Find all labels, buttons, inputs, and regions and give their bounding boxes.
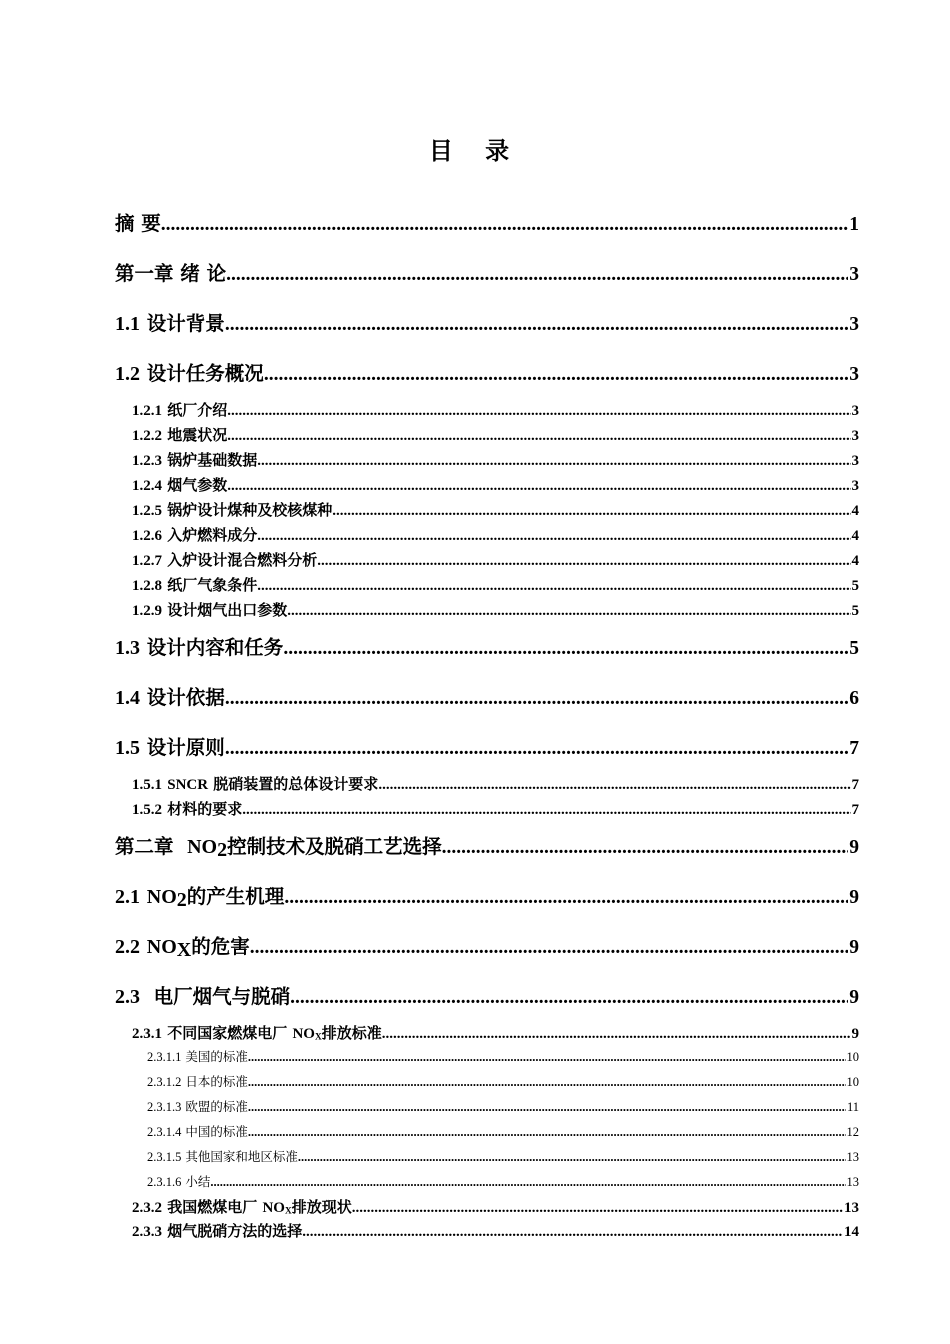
dot-leader bbox=[298, 1148, 846, 1166]
toc-entry-1-5-2[interactable] bbox=[132, 799, 859, 820]
toc-entry-label: 1.4 设计依据 bbox=[115, 686, 225, 709]
toc-entry-label: 1.2.9 设计烟气出口参数 bbox=[132, 601, 288, 619]
toc-entry-page: 5 bbox=[851, 603, 859, 619]
toc-entry-2-3-1-3[interactable] bbox=[147, 1098, 859, 1116]
toc-entry-1-2-3[interactable] bbox=[132, 450, 859, 471]
dot-leader bbox=[225, 686, 848, 712]
toc-entry-page: 3 bbox=[849, 314, 859, 335]
dot-leader bbox=[248, 1073, 846, 1091]
toc-entry-2-3[interactable] bbox=[115, 984, 859, 1011]
dot-leader bbox=[210, 1173, 845, 1191]
dot-leader bbox=[248, 1048, 846, 1066]
dot-leader bbox=[225, 736, 848, 762]
toc-entry-label: 1.2.6 入炉燃料成分 bbox=[132, 526, 258, 544]
toc-entry-page: 14 bbox=[844, 1224, 859, 1240]
toc-entry-label: 1.2 设计任务概况 bbox=[115, 362, 264, 385]
toc-entry-label: 2.3.2 我国燃煤电厂 $NO_X$排放现状 bbox=[132, 1198, 352, 1217]
dot-leader bbox=[257, 451, 850, 471]
toc-entry-1-2-8[interactable] bbox=[132, 575, 859, 596]
toc-entry-page: 3 bbox=[851, 478, 859, 494]
dot-leader bbox=[317, 551, 850, 571]
toc-entry-chapter-2[interactable] bbox=[115, 834, 859, 861]
dot-leader bbox=[227, 426, 850, 446]
toc-entry-page: 12 bbox=[846, 1125, 859, 1139]
toc-entry-abstract[interactable] bbox=[115, 211, 859, 238]
toc-entry-1-5[interactable] bbox=[115, 735, 859, 762]
toc-entry-label: 1.2.2 地震状况 bbox=[132, 426, 228, 444]
toc-entry-1-3[interactable] bbox=[115, 635, 859, 662]
toc-title: 目 录 bbox=[428, 137, 522, 165]
toc-entry-2-1[interactable] bbox=[115, 884, 859, 911]
toc-entry-label: 1.2.1 纸厂介绍 bbox=[132, 401, 228, 419]
toc-entry-label: 第一章 绪 论 bbox=[115, 262, 227, 285]
toc-entry-page: 13 bbox=[846, 1150, 859, 1164]
dot-leader bbox=[248, 1123, 846, 1141]
dot-leader bbox=[442, 835, 849, 861]
toc-entry-2-3-1-5[interactable] bbox=[147, 1148, 859, 1166]
toc-entry-page: 3 bbox=[851, 453, 859, 469]
toc-entry-label: 2.3.1.1 美国的标准 bbox=[147, 1049, 248, 1064]
toc-entry-label: 1.2.5 锅炉设计煤种及校核煤种 bbox=[132, 501, 333, 519]
toc-entry-1-2-9[interactable] bbox=[132, 600, 859, 621]
toc-entry-page: 4 bbox=[851, 528, 859, 544]
toc-entry-1-2[interactable] bbox=[115, 361, 859, 388]
toc-entry-label: 2.3.1 不同国家燃煤电厂 $NO_X$排放标准 bbox=[132, 1024, 382, 1043]
toc-entry-label: 1.3 设计内容和任务 bbox=[115, 636, 284, 659]
dot-leader bbox=[161, 212, 848, 238]
toc-entry-page: 9 bbox=[849, 837, 859, 858]
toc-entry-label: 2.3.3 烟气脱硝方法的选择 bbox=[132, 1222, 303, 1240]
toc-entry-1-1[interactable] bbox=[115, 311, 859, 338]
dot-leader bbox=[302, 1222, 843, 1242]
dot-leader bbox=[242, 800, 850, 820]
toc-entry-label: 1.5 设计原则 bbox=[115, 736, 225, 759]
toc-entry-label: 2.1 $NO_2$的产生机理 bbox=[115, 885, 285, 911]
dot-leader bbox=[257, 576, 850, 596]
toc-entry-label: 2.3.1.4 中国的标准 bbox=[147, 1124, 248, 1139]
toc-entry-label: 1.2.8 纸厂气象条件 bbox=[132, 576, 258, 594]
toc-entry-label: 2.3.1.5 其他国家和地区标准 bbox=[147, 1149, 298, 1164]
toc-entry-1-2-6[interactable] bbox=[132, 525, 859, 546]
toc-entry-2-3-1[interactable] bbox=[132, 1023, 859, 1044]
dot-leader bbox=[284, 885, 848, 911]
toc-entry-2-3-2[interactable] bbox=[132, 1197, 859, 1218]
dot-leader bbox=[264, 362, 848, 388]
toc-entry-label: 1.5.2 材料的要求 bbox=[132, 800, 243, 818]
dot-leader bbox=[225, 312, 848, 338]
dot-leader bbox=[257, 526, 850, 546]
toc-entry-label: 1.2.3 锅炉基础数据 bbox=[132, 451, 258, 469]
toc-entry-label: 第二章 $NO_2$控制技术及脱硝工艺选择 bbox=[115, 835, 442, 861]
toc-entry-page: 7 bbox=[851, 802, 859, 818]
toc-entry-page: 13 bbox=[846, 1175, 859, 1189]
toc-entry-label: 1.2.4 烟气参数 bbox=[132, 476, 228, 494]
toc-entry-1-2-1[interactable] bbox=[132, 400, 859, 421]
toc-entry-page: 11 bbox=[846, 1100, 859, 1114]
toc-entry-2-3-1-2[interactable] bbox=[147, 1073, 859, 1091]
toc-entry-label: 1.5.1 SNCR 脱硝装置的总体设计要求 bbox=[132, 775, 379, 793]
toc-entry-page: 7 bbox=[849, 738, 859, 759]
dot-leader bbox=[283, 636, 848, 662]
toc-entry-page: 10 bbox=[846, 1050, 859, 1064]
toc-entry-label: 2.3.1.6 小结 bbox=[147, 1174, 211, 1189]
toc-entry-page: 3 bbox=[851, 403, 859, 419]
dot-leader bbox=[332, 501, 850, 521]
toc-entry-label: 2.2 $NO_X$的危害 bbox=[115, 935, 250, 961]
toc-entry-label: 2.3.1.2 日本的标准 bbox=[147, 1074, 248, 1089]
toc-entry-page: 4 bbox=[851, 503, 859, 519]
toc-entry-2-2[interactable] bbox=[115, 934, 859, 961]
dot-leader bbox=[226, 262, 848, 288]
toc-entry-2-3-1-4[interactable] bbox=[147, 1123, 859, 1141]
dot-leader bbox=[248, 1098, 846, 1116]
toc-entry-page: 6 bbox=[849, 688, 859, 709]
toc-entry-label: 2.3 电厂烟气与脱硝 bbox=[115, 985, 291, 1008]
toc-entry-1-2-5[interactable] bbox=[132, 500, 859, 521]
toc-entry-chapter-1[interactable] bbox=[115, 261, 859, 288]
dot-leader bbox=[227, 476, 850, 496]
toc-entry-page: 1 bbox=[849, 214, 859, 235]
toc-entry-page: 9 bbox=[849, 937, 859, 958]
toc-entry-page: 10 bbox=[846, 1075, 859, 1089]
toc-entry-page: 7 bbox=[851, 777, 859, 793]
toc-entry-page: 5 bbox=[849, 638, 859, 659]
toc-entry-page: 3 bbox=[851, 428, 859, 444]
toc-entry-2-3-1-1[interactable] bbox=[147, 1048, 859, 1066]
toc-entry-label: 1.1 设计背景 bbox=[115, 312, 225, 335]
toc-entry-page: 9 bbox=[849, 887, 859, 908]
toc-entry-label: 摘 要 bbox=[115, 212, 161, 235]
toc-entry-2-3-3[interactable] bbox=[132, 1221, 859, 1242]
toc-entry-1-4[interactable] bbox=[115, 685, 859, 712]
toc-entry-2-3-1-6[interactable] bbox=[147, 1173, 859, 1191]
toc-entry-label: 2.3.1.3 欧盟的标准 bbox=[147, 1099, 248, 1114]
toc-entry-page: 9 bbox=[849, 987, 859, 1008]
toc-entry-page: 13 bbox=[844, 1200, 859, 1216]
dot-leader bbox=[250, 935, 848, 961]
dot-leader bbox=[287, 601, 850, 621]
toc-entry-page: 9 bbox=[851, 1026, 859, 1042]
dot-leader bbox=[227, 401, 850, 421]
dot-leader bbox=[290, 985, 848, 1011]
toc-entry-1-2-2[interactable] bbox=[132, 425, 859, 446]
toc-entry-1-5-1[interactable] bbox=[132, 774, 859, 795]
dot-leader bbox=[382, 1024, 851, 1044]
toc-entry-page: 4 bbox=[851, 553, 859, 569]
toc-entry-1-2-4[interactable] bbox=[132, 475, 859, 496]
toc-entry-page: 5 bbox=[851, 578, 859, 594]
toc-entry-page: 3 bbox=[849, 264, 859, 285]
toc-entry-page: 3 bbox=[849, 364, 859, 385]
toc-entry-label: 1.2.7 入炉设计混合燃料分析 bbox=[132, 551, 318, 569]
toc-entry-1-2-7[interactable] bbox=[132, 550, 859, 571]
dot-leader bbox=[352, 1198, 843, 1218]
dot-leader bbox=[378, 775, 850, 795]
